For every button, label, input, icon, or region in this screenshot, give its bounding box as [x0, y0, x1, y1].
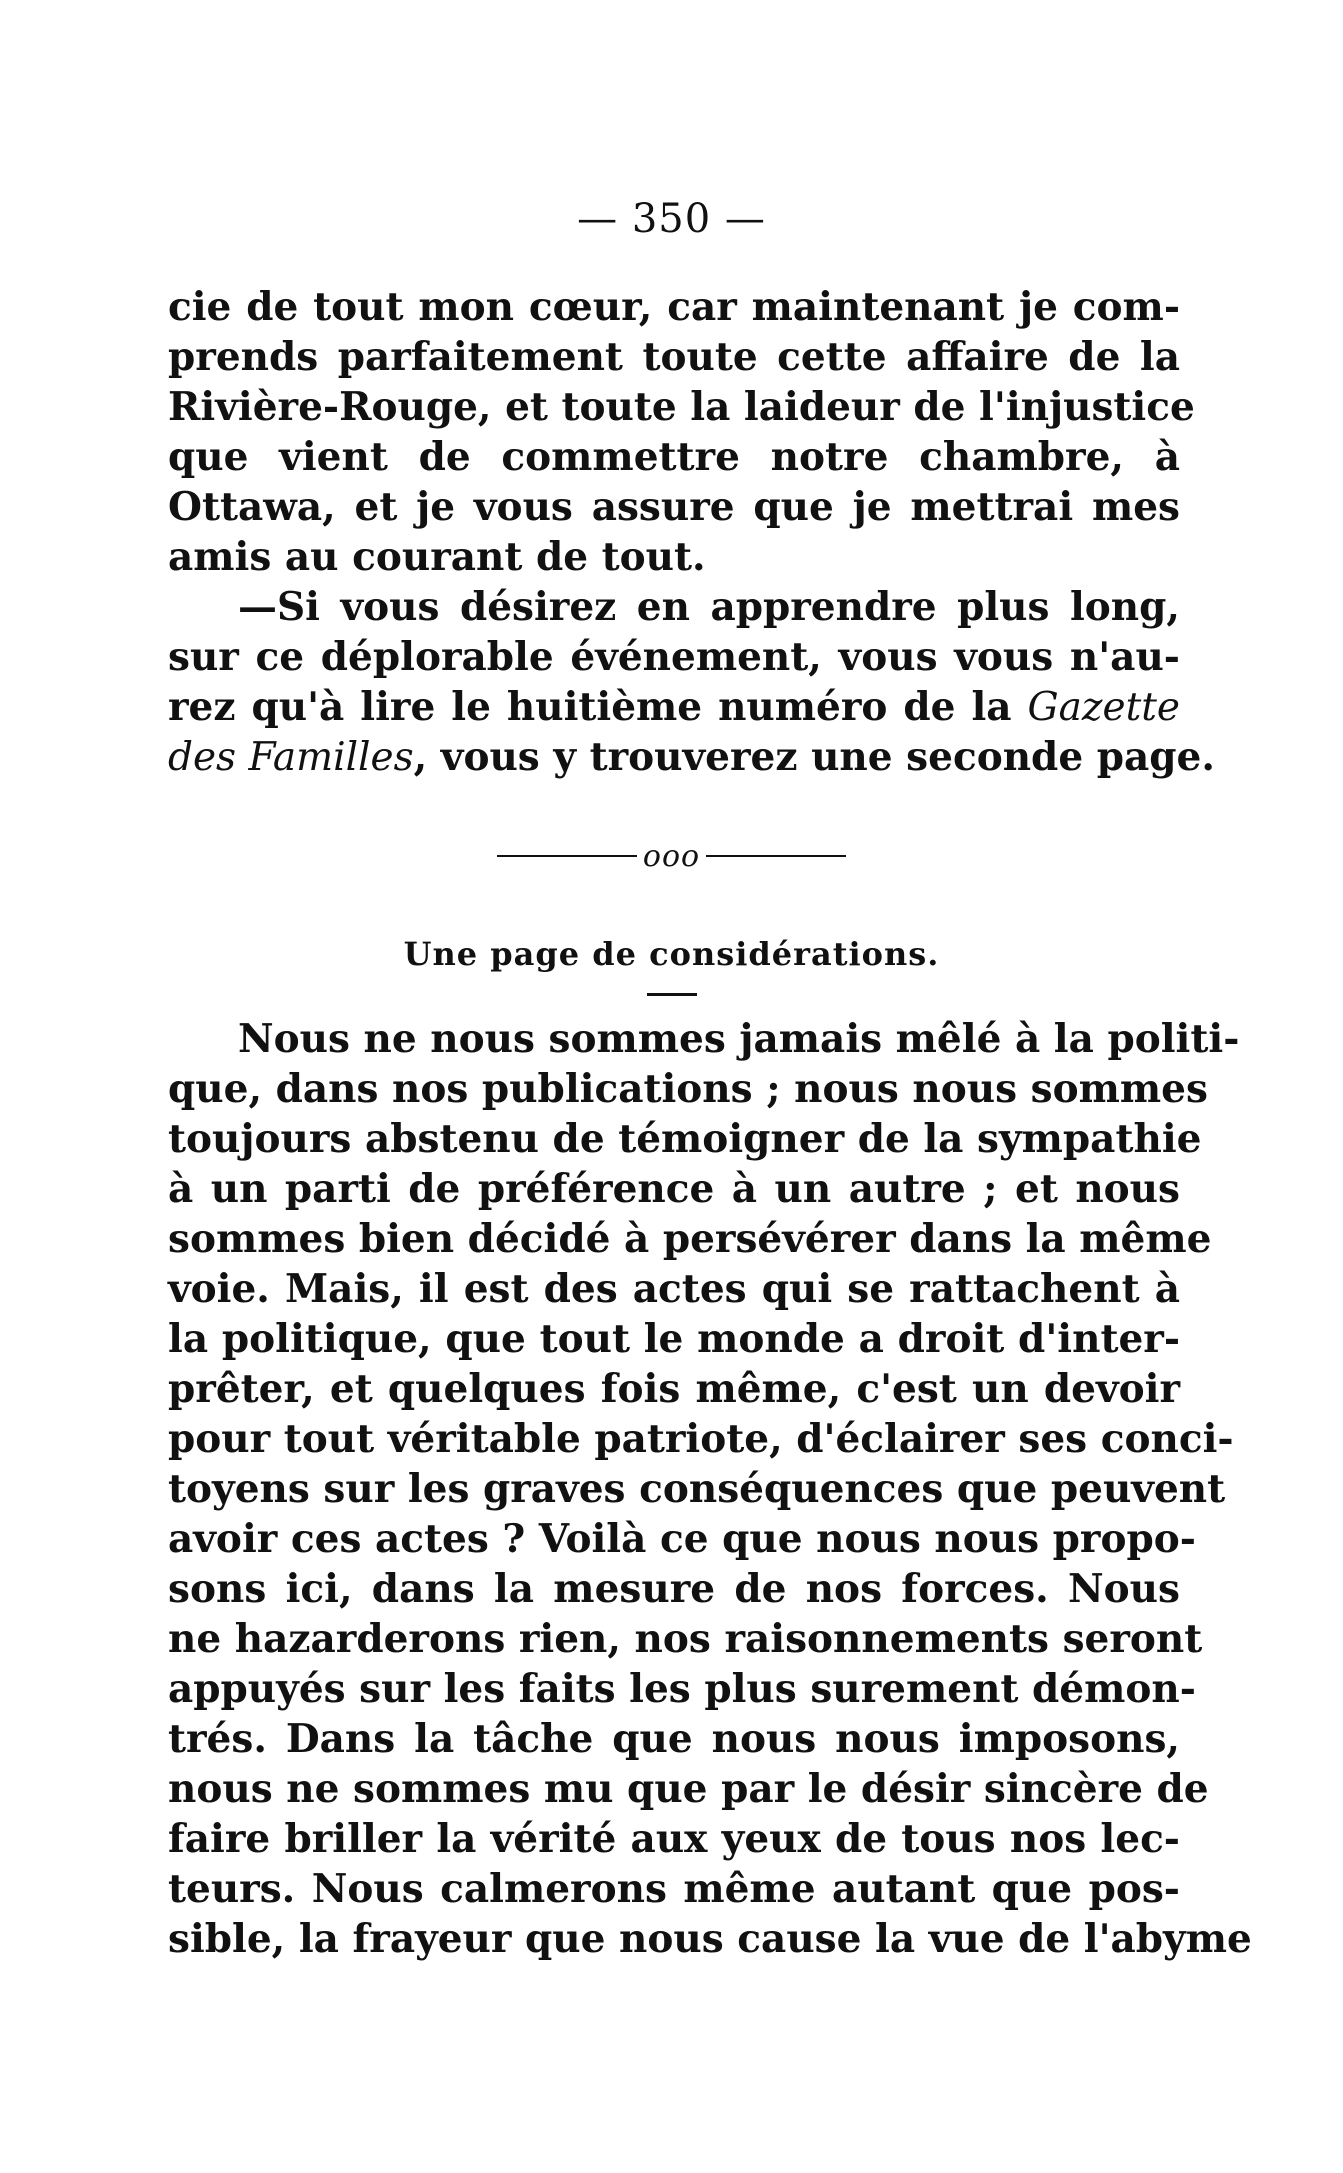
- text-line: teurs. Nous calmerons même autant que pos-: [168, 1866, 1180, 1912]
- text-line: amis au courant de tout.: [168, 534, 706, 580]
- text-line-with-italic: [168, 732, 1215, 782]
- text-line: sur ce déplorable événement, vous vous n'au-: [168, 634, 1180, 680]
- page-number: — 350 —: [577, 196, 766, 242]
- separator-rule-left: [497, 855, 637, 857]
- text-segment: , vous y trouverez une seconde page.: [413, 734, 1215, 780]
- text-line: avoir ces actes ? Voilà ce que nous nous propo-: [168, 1516, 1196, 1562]
- text-line: —Si vous désirez en apprendre plus long,: [238, 584, 1180, 630]
- top-text-block: [168, 282, 1215, 782]
- text-line-with-italic: [168, 682, 1180, 732]
- heading-dash: [0, 985, 1343, 1005]
- text-line: nous ne sommes mu que par le désir sincère de: [168, 1766, 1209, 1812]
- section-separator: [0, 836, 1343, 876]
- text-line: toujours abstenu de témoigner de la sympathie: [168, 1116, 1202, 1162]
- section-heading: Une page de considérations.: [403, 935, 940, 973]
- text-line: Ottawa, et je vous assure que je mettrai mes: [168, 484, 1180, 530]
- italic-title-part: des Familles: [168, 735, 414, 780]
- text-line: toyens sur les graves conséquences que peuvent: [168, 1466, 1226, 1512]
- text-line: voie. Mais, il est des actes qui se rattachent à: [168, 1266, 1180, 1312]
- text-line: faire briller la vérité aux yeux de tous nos lec-: [168, 1816, 1180, 1862]
- text-line: la politique, que tout le monde a droit d'inter-: [168, 1316, 1180, 1362]
- text-line: prêter, et quelques fois même, c'est un devoir: [168, 1366, 1180, 1412]
- text-line: que, dans nos publications ; nous nous sommes: [168, 1066, 1208, 1112]
- text-line: cie de tout mon cœur, car maintenant je com-: [168, 284, 1180, 330]
- text-segment: rez qu'à lire le huitième numéro de la: [168, 684, 1012, 730]
- text-line: sommes bien décidé à persévérer dans la même: [168, 1216, 1212, 1262]
- main-text-block: [168, 1014, 1252, 1964]
- text-line: Rivière-Rouge, et toute la laideur de l'injustice: [168, 384, 1195, 430]
- text-line: Nous ne nous sommes jamais mêlé à la politi-: [238, 1016, 1240, 1062]
- separator-ornament: ooo: [642, 838, 701, 874]
- text-line: trés. Dans la tâche que nous nous imposons,: [168, 1716, 1180, 1762]
- text-line: sible, la frayeur que nous cause la vue de l'abyme: [168, 1916, 1252, 1962]
- text-line: que vient de commettre notre chambre, à: [168, 434, 1180, 480]
- text-line: prends parfaitement toute cette affaire de la: [168, 334, 1180, 380]
- separator-rule-right: [706, 855, 846, 857]
- text-line: appuyés sur les faits les plus surement démon-: [168, 1666, 1196, 1712]
- text-line: à un parti de préférence à un autre ; et nous: [168, 1166, 1180, 1212]
- text-line: pour tout véritable patriote, d'éclairer ses conci-: [168, 1416, 1234, 1462]
- italic-title-part: Gazette: [1027, 685, 1180, 730]
- text-line: ne hazarderons rien, nos raisonnements seront: [168, 1616, 1203, 1662]
- text-line: sons ici, dans la mesure de nos forces. Nous: [168, 1566, 1180, 1612]
